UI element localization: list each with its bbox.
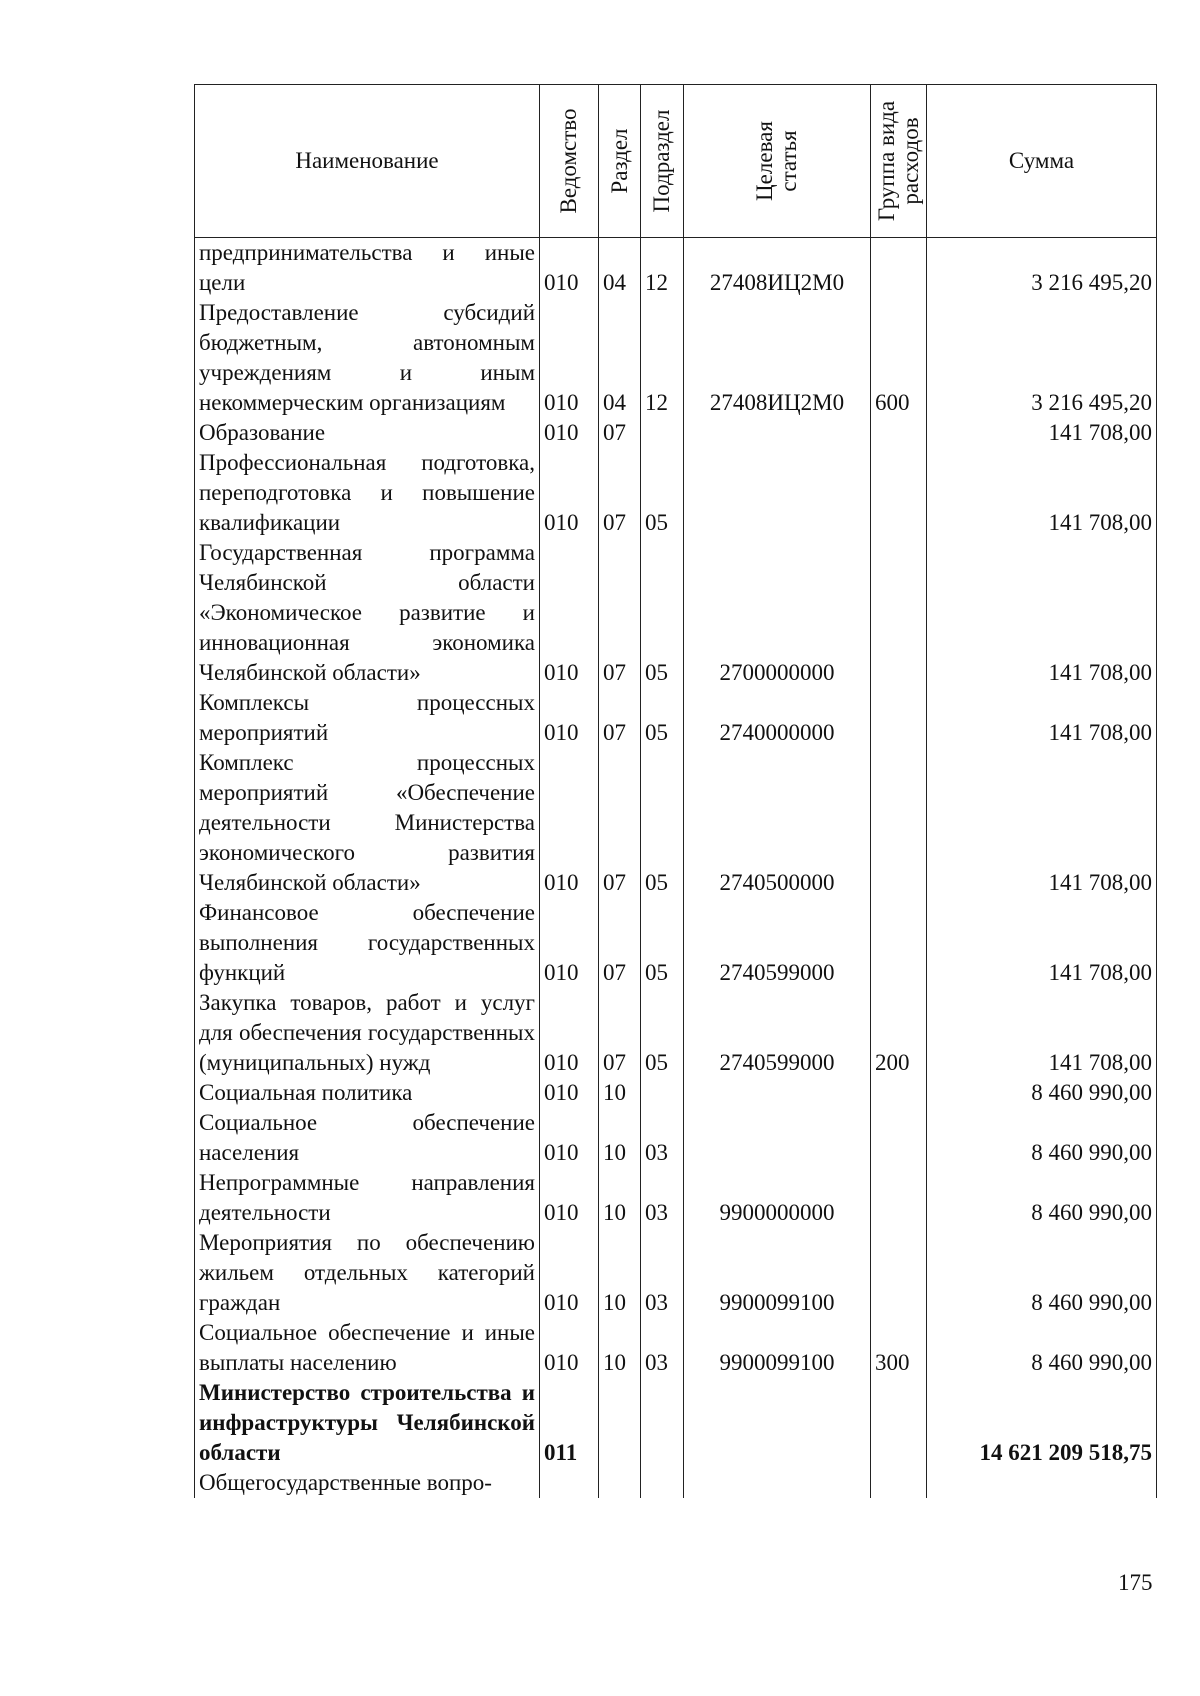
row-summa: 8 460 990,00 — [927, 1108, 1157, 1168]
row-podrazdel: 05 — [641, 988, 684, 1078]
row-vedomstvo: 010 — [540, 238, 599, 299]
row-summa: 8 460 990,00 — [927, 1168, 1157, 1228]
row-celevaya: 2740599000 — [684, 988, 871, 1078]
row-summa: 8 460 990,00 — [927, 1228, 1157, 1318]
row-podrazdel: 05 — [641, 748, 684, 898]
row-podrazdel: 03 — [641, 1108, 684, 1168]
row-name: Профессиональная подготовка, переподготовка и повышение квалификации — [195, 448, 540, 538]
header-summa: Сумма — [927, 85, 1157, 238]
row-summa — [927, 1468, 1157, 1498]
row-razdel: 07 — [599, 988, 641, 1078]
table-row — [195, 1318, 1157, 1378]
table-row — [195, 688, 1157, 748]
row-vedomstvo: 010 — [540, 1318, 599, 1378]
row-gruppa — [871, 1108, 927, 1168]
row-name: Предоставление субсидий бюджетным, автономным учреждениям и иным некоммерческим организациям — [195, 298, 540, 418]
row-gruppa: 300 — [871, 1318, 927, 1378]
row-gruppa — [871, 1228, 927, 1318]
row-podrazdel: 03 — [641, 1228, 684, 1318]
row-razdel: 07 — [599, 748, 641, 898]
table-row — [195, 1108, 1157, 1168]
row-summa: 141 708,00 — [927, 748, 1157, 898]
row-celevaya: 2700000000 — [684, 538, 871, 688]
row-podrazdel — [641, 418, 684, 448]
row-vedomstvo: 010 — [540, 1078, 599, 1108]
row-name: Социальное обеспечение и иные выплаты населению — [195, 1318, 540, 1378]
row-podrazdel: 03 — [641, 1168, 684, 1228]
table-row — [195, 1468, 1157, 1498]
table-row — [195, 1078, 1157, 1108]
table-row — [195, 238, 1157, 299]
row-name: Закупка товаров, работ и услуг для обеспечения государственных (муниципальных) нужд — [195, 988, 540, 1078]
row-name: Непрограммные направления деятельности — [195, 1168, 540, 1228]
row-vedomstvo: 010 — [540, 898, 599, 988]
row-vedomstvo: 010 — [540, 988, 599, 1078]
row-razdel: 04 — [599, 238, 641, 299]
row-vedomstvo: 010 — [540, 688, 599, 748]
row-name: Комплекс процессных мероприятий «Обеспечение деятельности Министерства экономического развития Челябинской области» — [195, 748, 540, 898]
table-row — [195, 298, 1157, 418]
row-gruppa — [871, 1468, 927, 1498]
row-name: Комплексы процессных мероприятий — [195, 688, 540, 748]
row-summa: 141 708,00 — [927, 448, 1157, 538]
header-name: Наименование — [195, 85, 540, 238]
row-summa: 3 216 495,20 — [927, 298, 1157, 418]
row-gruppa — [871, 688, 927, 748]
row-vedomstvo: 010 — [540, 1108, 599, 1168]
row-podrazdel: 05 — [641, 448, 684, 538]
table-row — [195, 748, 1157, 898]
header-razdel: Раздел — [599, 85, 641, 238]
row-summa: 8 460 990,00 — [927, 1318, 1157, 1378]
row-gruppa — [871, 1378, 927, 1468]
header-podrazdel: Подраздел — [641, 85, 684, 238]
row-vedomstvo: 010 — [540, 418, 599, 448]
row-celevaya: 2740599000 — [684, 898, 871, 988]
row-podrazdel: 12 — [641, 238, 684, 299]
row-celevaya — [684, 1378, 871, 1468]
row-podrazdel: 03 — [641, 1318, 684, 1378]
row-razdel: 07 — [599, 538, 641, 688]
row-razdel — [599, 1378, 641, 1468]
row-summa: 141 708,00 — [927, 418, 1157, 448]
row-razdel: 10 — [599, 1078, 641, 1108]
row-podrazdel — [641, 1468, 684, 1498]
row-gruppa — [871, 238, 927, 299]
row-summa: 141 708,00 — [927, 988, 1157, 1078]
row-razdel: 10 — [599, 1168, 641, 1228]
row-celevaya: 9900000000 — [684, 1168, 871, 1228]
table-row — [195, 1228, 1157, 1318]
row-razdel: 10 — [599, 1108, 641, 1168]
table-row — [195, 448, 1157, 538]
row-vedomstvo: 010 — [540, 1168, 599, 1228]
table-row — [195, 418, 1157, 448]
row-vedomstvo: 010 — [540, 538, 599, 688]
table-row — [195, 1168, 1157, 1228]
row-celevaya: 27408ИЦ2М0 — [684, 298, 871, 418]
row-celevaya: 9900099100 — [684, 1228, 871, 1318]
row-gruppa: 600 — [871, 298, 927, 418]
header-celevaya: Целевая статья — [684, 85, 871, 238]
row-summa: 141 708,00 — [927, 898, 1157, 988]
row-summa: 141 708,00 — [927, 688, 1157, 748]
row-gruppa — [871, 448, 927, 538]
row-razdel: 10 — [599, 1228, 641, 1318]
row-name: Министерство строительства и инфраструктуры Челябинской области — [195, 1378, 540, 1468]
row-name: Социальная политика — [195, 1078, 540, 1108]
row-vedomstvo — [540, 1468, 599, 1498]
row-summa: 3 216 495,20 — [927, 238, 1157, 299]
row-razdel: 07 — [599, 898, 641, 988]
row-podrazdel — [641, 1378, 684, 1468]
row-podrazdel: 05 — [641, 538, 684, 688]
row-name: Образование — [195, 418, 540, 448]
row-celevaya: 9900099100 — [684, 1318, 871, 1378]
table-row — [195, 988, 1157, 1078]
row-podrazdel: 12 — [641, 298, 684, 418]
row-gruppa — [871, 1168, 927, 1228]
header-vedomstvo: Ведомство — [540, 85, 599, 238]
row-razdel: 07 — [599, 448, 641, 538]
row-name: Государственная программа Челябинской области «Экономическое развитие и инновационная экономика Челябинской области» — [195, 538, 540, 688]
row-razdel: 10 — [599, 1318, 641, 1378]
row-gruppa — [871, 418, 927, 448]
row-name: предпринимательства и иные цели — [195, 238, 540, 299]
row-summa: 14 621 209 518,75 — [927, 1378, 1157, 1468]
row-razdel: 07 — [599, 688, 641, 748]
row-razdel: 07 — [599, 418, 641, 448]
header-gruppa: Группа вида расходов — [871, 85, 927, 238]
row-celevaya — [684, 1108, 871, 1168]
table-row — [195, 1378, 1157, 1468]
row-celevaya — [684, 1468, 871, 1498]
row-vedomstvo: 010 — [540, 1228, 599, 1318]
row-summa: 141 708,00 — [927, 538, 1157, 688]
budget-table — [194, 84, 1157, 1498]
row-vedomstvo: 011 — [540, 1378, 599, 1468]
row-name: Финансовое обеспечение выполнения государственных функций — [195, 898, 540, 988]
row-name: Социальное обеспечение населения — [195, 1108, 540, 1168]
row-vedomstvo: 010 — [540, 448, 599, 538]
row-celevaya: 27408ИЦ2М0 — [684, 238, 871, 299]
table-row — [195, 538, 1157, 688]
page-number: 175 — [1118, 1570, 1153, 1595]
row-gruppa — [871, 898, 927, 988]
row-razdel — [599, 1468, 641, 1498]
row-celevaya: 2740000000 — [684, 688, 871, 748]
row-gruppa — [871, 1078, 927, 1108]
row-podrazdel — [641, 1078, 684, 1108]
row-summa: 8 460 990,00 — [927, 1078, 1157, 1108]
row-vedomstvo: 010 — [540, 298, 599, 418]
row-celevaya: 2740500000 — [684, 748, 871, 898]
row-gruppa: 200 — [871, 988, 927, 1078]
row-name: Общегосударственные вопро- — [195, 1468, 540, 1498]
row-vedomstvo: 010 — [540, 748, 599, 898]
row-razdel: 04 — [599, 298, 641, 418]
table-row — [195, 898, 1157, 988]
row-podrazdel: 05 — [641, 898, 684, 988]
row-celevaya — [684, 1078, 871, 1108]
table-header-row — [195, 85, 1157, 238]
row-celevaya — [684, 418, 871, 448]
row-gruppa — [871, 538, 927, 688]
row-podrazdel: 05 — [641, 688, 684, 748]
row-gruppa — [871, 748, 927, 898]
row-name: Мероприятия по обеспечению жильем отдельных категорий граждан — [195, 1228, 540, 1318]
row-celevaya — [684, 448, 871, 538]
